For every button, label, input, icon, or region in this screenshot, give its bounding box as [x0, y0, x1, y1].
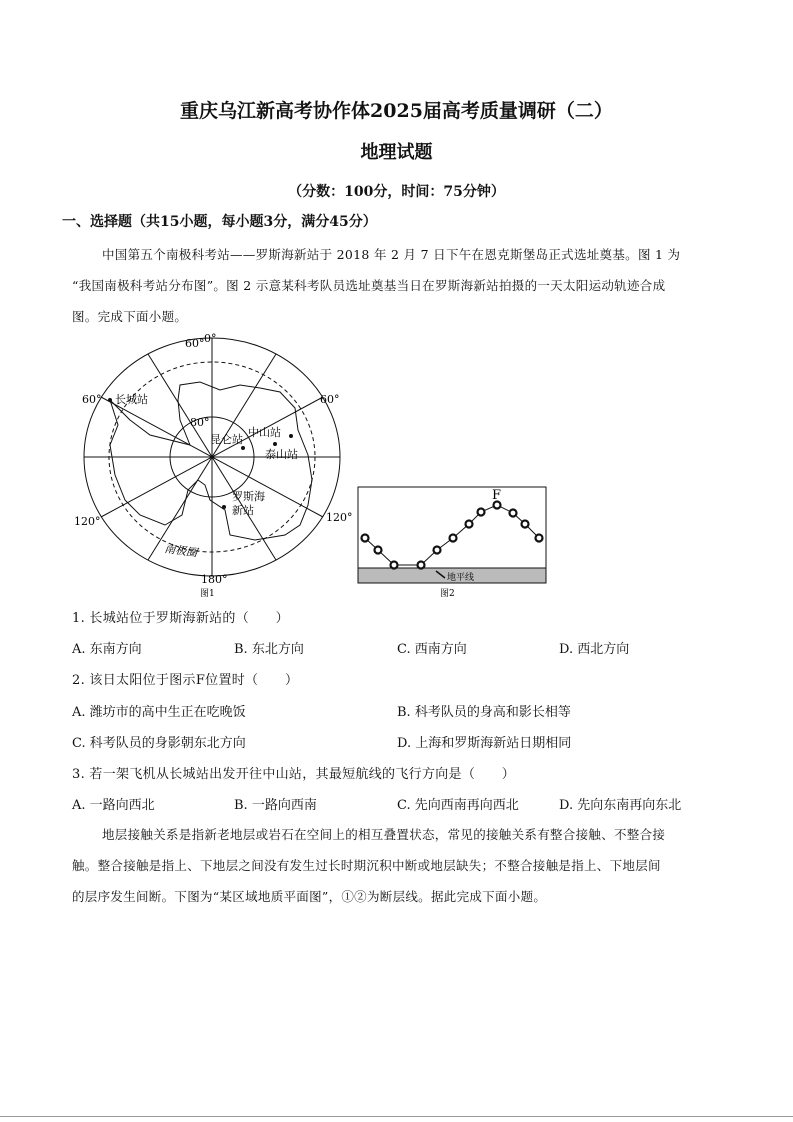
station-dot [273, 442, 277, 446]
passage-line: 触。整合接触是指上、下地层之间没有发生过长时期沉积中断或地层缺失；不整合接触是指上、下地层间 [72, 858, 661, 873]
section-heading: 一、选择题（共15小题，每小题3分，满分45分） [62, 214, 377, 230]
label-80deg: 80° [190, 416, 210, 429]
score-info: （分数：100分，时间：75分钟） [288, 184, 505, 200]
passage-line: 的层序发生间断。下图为“某区域地质平面图”，①②为断层线。据此完成下面小题。 [72, 889, 547, 904]
question-2-option-a[interactable]: A. 潍坊市的高中生正在吃晚饭 [72, 705, 246, 720]
label-0deg: 0° [204, 332, 217, 345]
label-180deg: 180° [201, 573, 228, 586]
figure1-antarctic-map [70, 330, 360, 600]
sun-position [375, 547, 382, 554]
question-1-option-c[interactable]: C. 西南方向 [397, 642, 467, 657]
sun-position [391, 562, 398, 569]
station-kunlun: 昆仑站 [210, 433, 243, 446]
sun-position [522, 521, 529, 528]
figure2-caption: 图2 [440, 589, 455, 599]
question-3-option-d[interactable]: D. 先向东南再向东北 [559, 798, 682, 813]
figure2-sun-path [355, 480, 555, 600]
question-2-option-c[interactable]: C. 科考队员的身影朝东北方向 [72, 736, 246, 751]
station-dot [108, 398, 112, 402]
passage-line: 中国第五个南极科考站——罗斯海新站于 2018 年 2 月 7 日下午在恩克斯堡岛正式选址奠基。图 1 为 [102, 247, 681, 262]
sun-position [478, 509, 485, 516]
question-2-option-b[interactable]: B. 科考队员的身高和影长相等 [397, 705, 571, 720]
sun-position [466, 521, 473, 528]
station-rosssea: 罗斯海 [232, 490, 265, 503]
peak-label-F: F [492, 488, 502, 503]
label-60deg: 60° [82, 393, 102, 406]
sun-position [450, 535, 457, 542]
label-antarctic-circle: 南极圈 [163, 542, 199, 560]
subject-title: 地理试题 [360, 142, 433, 163]
sun-position [536, 535, 543, 542]
station-taishan: 泰山站 [265, 448, 298, 461]
passage-line: 图。完成下面小题。 [72, 309, 188, 324]
label-120deg: 120° [326, 511, 353, 524]
station-dot [241, 446, 245, 450]
question-1-option-a[interactable]: A. 东南方向 [72, 642, 142, 657]
station-dot [222, 505, 226, 509]
exam-title: 重庆乌江新高考协作体2025届高考质量调研（二） [180, 100, 613, 122]
question-3-option-c[interactable]: C. 先向西南再向西北 [397, 798, 519, 813]
label-60deg: 60° [185, 337, 205, 350]
question-1-option-b[interactable]: B. 东北方向 [234, 642, 304, 657]
station-dot [289, 434, 293, 438]
station-zhongshan: 中山站 [248, 426, 281, 439]
passage-line: 地层接触关系是指新老地层或岩石在空间上的相互叠置状态，常见的接触关系有整合接触、不整合接 [102, 827, 666, 842]
sun-position [362, 535, 369, 542]
question-3-option-b[interactable]: B. 一路向西南 [234, 798, 317, 813]
figure1-caption: 图1 [200, 589, 215, 599]
label-60deg: 60° [320, 393, 340, 406]
question-2-option-d[interactable]: D. 上海和罗斯海新站日期相同 [397, 736, 572, 751]
question-3-stem: 3. 若一架飞机从长城站出发开往中山站，其最短航线的飞行方向是（ ） [72, 767, 516, 782]
question-2-stem: 2. 该日太阳位于图示F位置时（ ） [72, 673, 299, 688]
horizon-label: 地平线 [447, 573, 475, 583]
passage-line: “我国南极科考站分布图”。图 2 示意某科考队员选址奠基当日在罗斯海新站拍摄的一天太阳运动轨迹合成 [72, 278, 666, 293]
sun-position [434, 547, 441, 554]
sun-position [418, 562, 425, 569]
label-120deg: 120° [74, 515, 101, 528]
question-1-option-d[interactable]: D. 西北方向 [559, 642, 630, 657]
question-3-option-a[interactable]: A. 一路向西北 [72, 798, 155, 813]
station-rosssea: 新站 [232, 504, 254, 517]
sun-position [510, 510, 517, 517]
page-bottom-divider [0, 1116, 793, 1117]
question-1-stem: 1. 长城站位于罗斯海新站的（ ） [72, 611, 289, 626]
station-changcheng: 长城站 [115, 393, 148, 406]
